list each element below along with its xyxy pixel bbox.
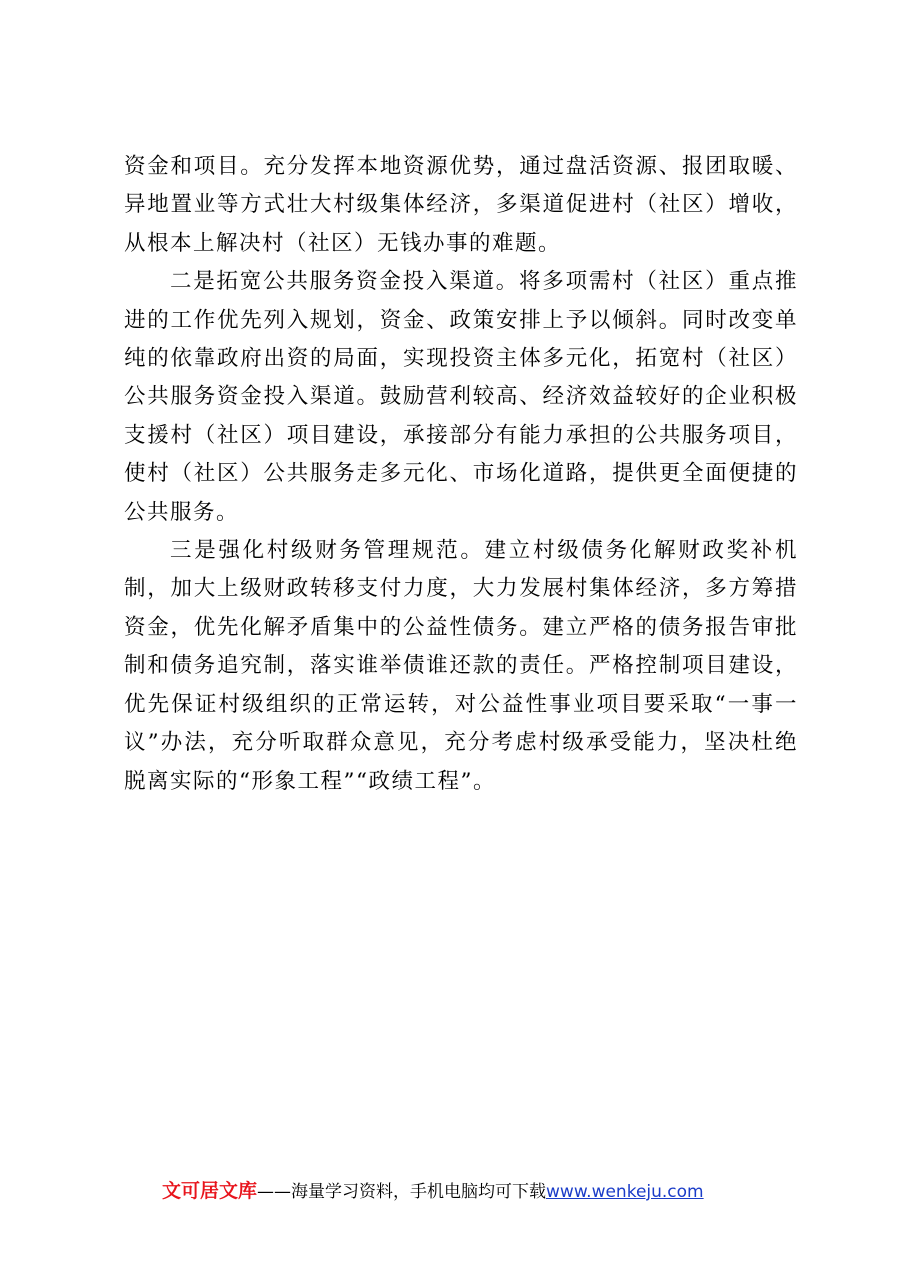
footer-tagline: 海量学习资料，手机电脑均可下载 bbox=[291, 1182, 547, 1202]
document-body bbox=[124, 148, 798, 801]
footer-dash: —— bbox=[257, 1182, 292, 1202]
footer-banner bbox=[162, 1178, 782, 1205]
footer-site-link[interactable]: www.wenkeju.com bbox=[546, 1182, 704, 1202]
paragraph-1: 资金和项目。充分发挥本地资源优势，通过盘活资源、报团取暖、异地置业等方式壮大村级集体经济，多渠道促进村（社区）增收，从根本上解决村（社区）无钱办事的难题。 bbox=[124, 154, 798, 256]
footer-brand: 文可居文库 bbox=[162, 1180, 258, 1202]
paragraph-3: 三是强化村级财务管理规范。建立村级债务化解财政奖补机制，加大上级财政转移支付力度，大力发展村集体经济，多方筹措资金，优先化解矛盾集中的公益性债务。建立严格的债务报告审批制和债务追究制，落实谁举债谁还款的责任。严格控制项目建设，优先保证村级组织的正常运转，对公益性事业项目要采取“一事一议”办法，充分听取群众意见，充分考虑村级承受能力，坚决杜绝脱离实际的“形象工程”“政绩工程”。 bbox=[124, 538, 798, 794]
paragraph-2: 二是拓宽公共服务资金投入渠道。将多项需村（社区）重点推进的工作优先列入规划，资金、政策安排上予以倾斜。同时改变单纯的依靠政府出资的局面，实现投资主体多元化，拓宽村（社区）公共服务资金投入渠道。鼓励营利较高、经济效益较好的企业积极支援村（社区）项目建设，承接部分有能力承担的公共服务项目，使村（社区）公共服务走多元化、市场化道路，提供更全面便捷的公共服务。 bbox=[124, 269, 798, 525]
